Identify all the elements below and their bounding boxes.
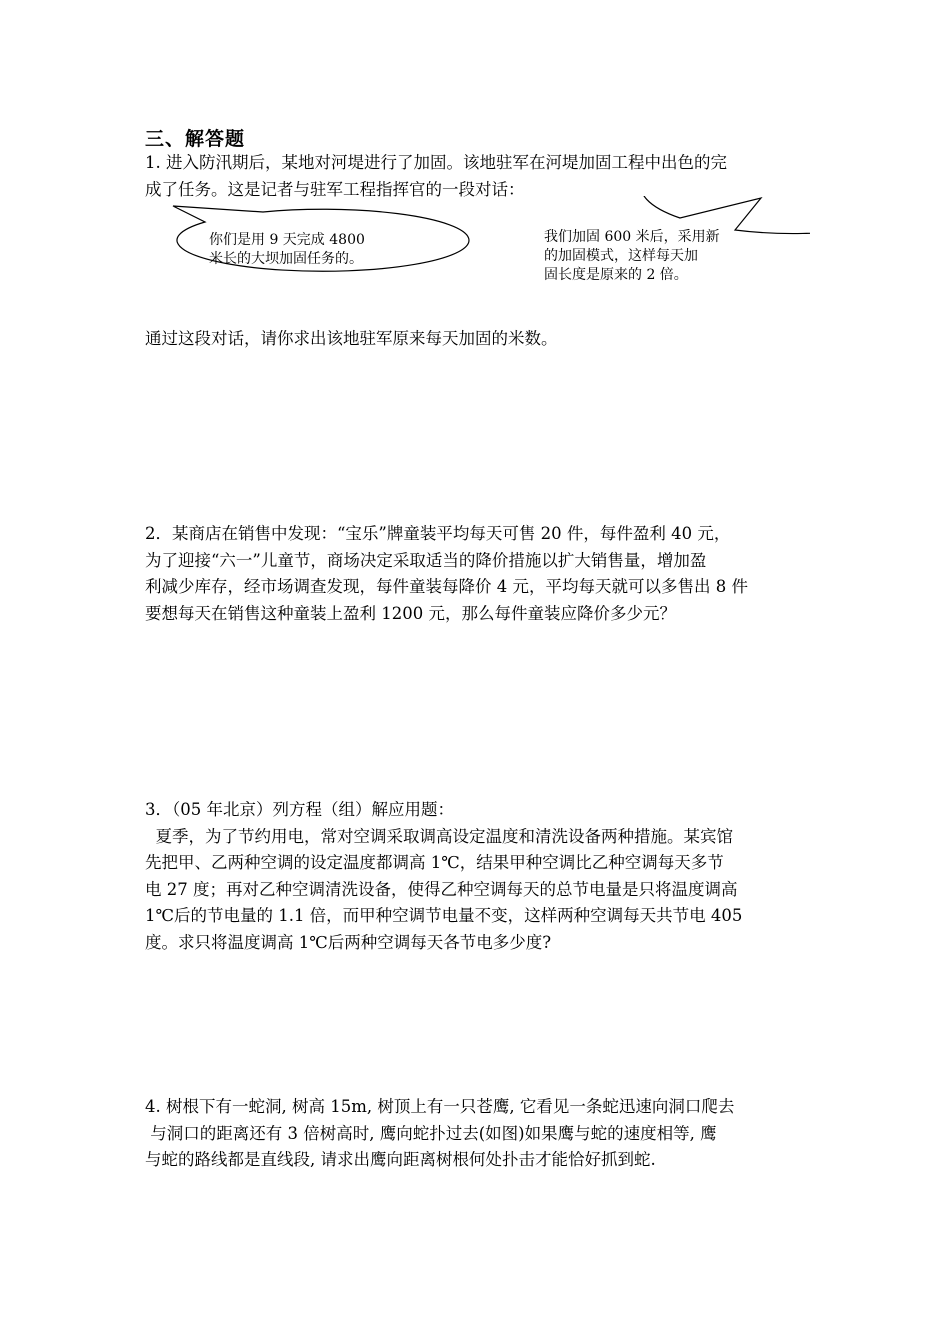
question-4-line: 与蛇的路线都是直线段, 请求出鹰向距离树根何处扑击才能恰好抓到蛇. [145, 1150, 656, 1169]
question-3-text [145, 797, 810, 956]
question-1-prompt [145, 326, 810, 353]
question-3-line: 先把甲、乙两种空调的设定温度都调高 1℃，结果甲种空调比乙种空调每天多节 [145, 853, 724, 872]
question-2-text [145, 521, 810, 627]
dialogue-bubbles [145, 196, 810, 314]
bubble-right-line: 的加固模式，这样每天加 [544, 248, 698, 264]
question-1-line: 成了任务。这是记者与驻军工程指挥官的一段对话： [145, 179, 525, 199]
question-2-line: 要想每天在销售这种童装上盈利 1200 元，那么每件童装应降价多少元？ [145, 603, 676, 623]
question-2-line: 利减少库存，经市场调查发现，每件童装每降价 4 元，平均每天就可以多售出 8 件 [145, 577, 748, 596]
question-2-line: 为了迎接“六一”儿童节，商场决定采取适当的降价措施以扩大销售量，增加盈 [145, 550, 707, 570]
question-3-line: 电 27 度；再对乙种空调清洗设备，使得乙种空调每天的总节电量是只将温度调高 [145, 879, 738, 899]
speech-bubble-left-text [209, 231, 365, 269]
question-3-line: 度。求只将温度调高 1℃后两种空调每天各节电多少度? [145, 932, 552, 952]
bubble-right-line: 我们加固 600 米后，采用新 [544, 229, 720, 245]
question-3-line: 1℃后的节电量的 1.1 倍，而甲种空调节电量不变，这样两种空调每天共节电 405 [145, 906, 743, 925]
speech-bubble-right-text [544, 228, 720, 285]
bubble-right-line: 固长度是原来的 2 倍。 [544, 267, 688, 283]
question-1-line: 1. 进入防汛期后，某地对河堤进行了加固。该地驻军在河堤加固工程中出色的完 [145, 153, 727, 172]
bubble-left-line: 米长的大坝加固任务的。 [209, 251, 363, 267]
question-4-line: 与洞口的距离还有 3 倍树高时, 鹰向蛇扑过去(如图)如果鹰与蛇的速度相等, 鹰 [145, 1123, 717, 1143]
question-3-line: 夏季，为了节约用电，常对空调采取调高设定温度和清洗设备两种措施。某宾馆 [145, 826, 733, 846]
bubble-left-line: 你们是用 9 天完成 4800 [209, 232, 365, 248]
question-4-text [145, 1094, 810, 1174]
section-title: 三、解答题 [145, 128, 246, 150]
question-4-line: 4. 树根下有一蛇洞, 树高 15m, 树顶上有一只苍鹰, 它看见一条蛇迅速向洞口爬去 [145, 1097, 735, 1116]
question-2-line: 2．某商店在销售中发现：“宝乐”牌童装平均每天可售 20 件，每件盈利 40 元， [145, 524, 731, 543]
question-3-line: 3．（05 年北京）列方程（组）解应用题： [145, 800, 454, 819]
question-1-prompt-line: 通过这段对话，请你求出该地驻军原来每天加固的米数。 [145, 329, 558, 348]
